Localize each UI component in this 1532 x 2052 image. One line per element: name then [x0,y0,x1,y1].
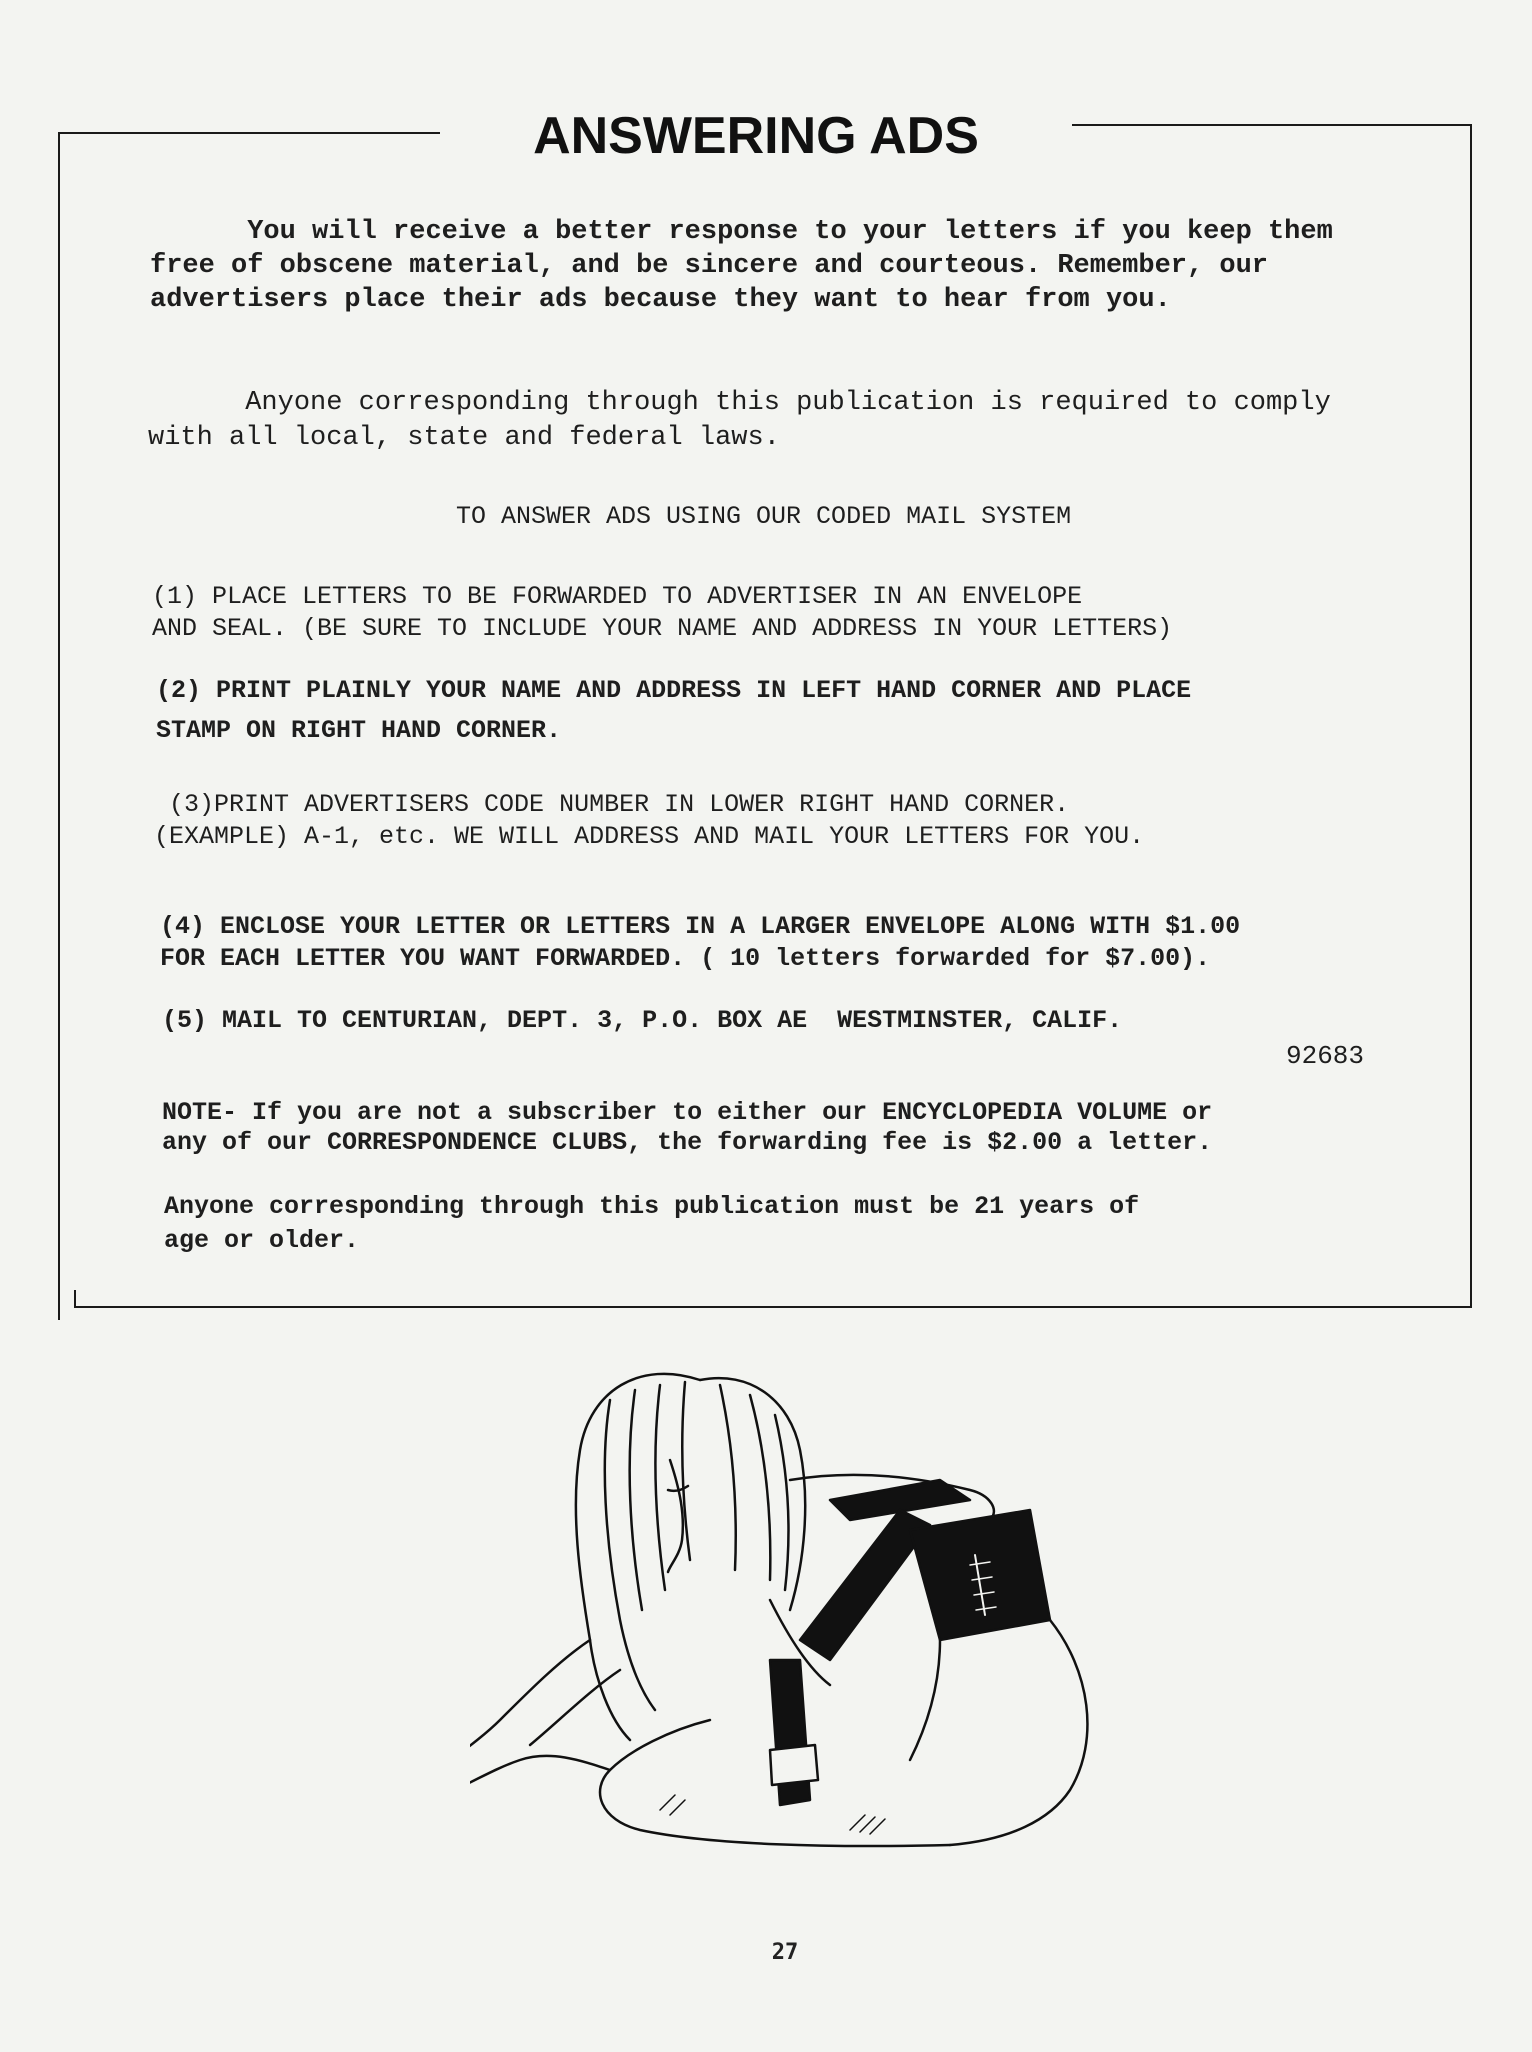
step-2-line-2: STAMP ON RIGHT HAND CORNER. [156,716,562,745]
age-line-1: Anyone corresponding through this publication must be 21 years of [164,1192,1140,1221]
page-number: 27 [771,1940,799,1965]
page-title: ANSWERING ADS [533,107,979,165]
step-3-line-1: (3)PRINT ADVERTISERS CODE NUMBER IN LOWER RIGHT HAND CORNER. [154,790,1070,819]
step-3-line-2: (EXAMPLE) A-1, etc. WE WILL ADDRESS AND MAIL YOUR LETTERS FOR YOU. [154,822,1145,851]
age-line-2: age or older. [164,1226,360,1255]
intro-line-1: You will receive a better response to your letters if you keep them [150,217,1333,247]
step-5-line-1: (5) MAIL TO CENTURIAN, DEPT. 3, P.O. BOX AE WESTMINSTER, CALIF. [162,1006,1123,1035]
laws-line-2: with all local, state and federal laws. [148,423,780,453]
box-frame-top-right [1072,124,1472,126]
step-4-line-1: (4) ENCLOSE YOUR LETTER OR LETTERS IN A LARGER ENVELOPE ALONG WITH $1.00 [160,912,1241,941]
intro-line-2: free of obscene material, and be sincere and courteous. Remember, our [150,251,1268,281]
box-frame-top-left [58,132,440,134]
step-2-line-1: (2) PRINT PLAINLY YOUR NAME AND ADDRESS IN LEFT HAND CORNER AND PLACE [156,676,1192,705]
box-frame-left [58,134,60,1320]
box-frame-right [1470,124,1472,1306]
note-line-1: NOTE- If you are not a subscriber to either our ENCYCLOPEDIA VOLUME or [162,1098,1213,1127]
step-4-line-2: FOR EACH LETTER YOU WANT FORWARDED. ( 10 letters forwarded for $7.00). [160,944,1211,973]
line-drawing-seated-woman-writing-icon [470,1340,1450,1920]
box-frame-bottom-stub [74,1290,76,1308]
step-1-line-1: (1) PLACE LETTERS TO BE FORWARDED TO ADVERTISER IN AN ENVELOPE [152,582,1083,611]
note-line-2: any of our CORRESPONDENCE CLUBS, the forwarding fee is $2.00 a letter. [162,1128,1213,1157]
laws-line-1: Anyone corresponding through this publication is required to comply [148,388,1331,418]
step-1-line-2: AND SEAL. (BE SURE TO INCLUDE YOUR NAME AND ADDRESS IN YOUR LETTERS) [152,614,1173,643]
intro-line-3: advertisers place their ads because they want to hear from you. [150,285,1171,315]
coded-mail-heading: TO ANSWER ADS USING OUR CODED MAIL SYSTEM [456,502,1072,531]
box-frame-bottom [74,1306,1472,1308]
step-5-zip: 92683 [1286,1041,1365,1071]
